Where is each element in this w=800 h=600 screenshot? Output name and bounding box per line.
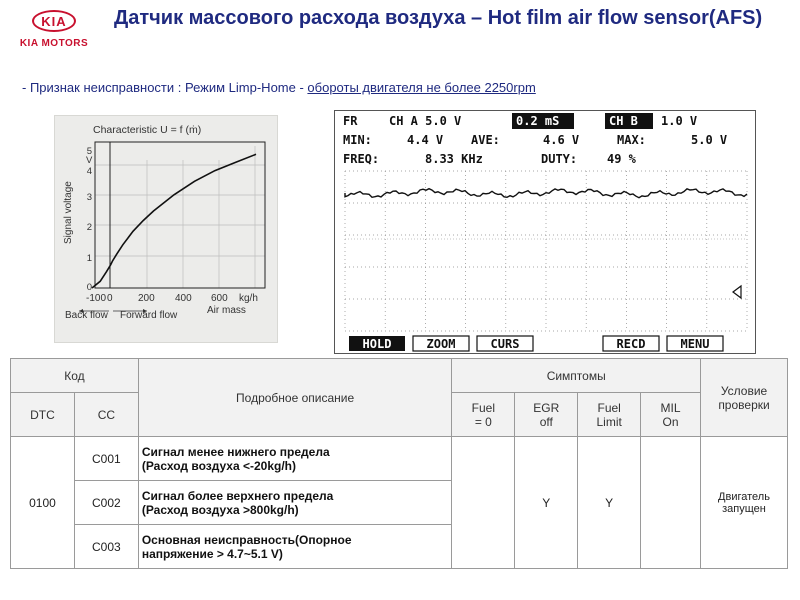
scope-duty-label: DUTY: <box>541 152 578 166</box>
cc-code-cell: C001 <box>74 437 138 481</box>
scope-ave-label: AVE: <box>471 133 500 147</box>
header-code: Код <box>11 359 139 393</box>
x-tick-label: kg/h <box>239 293 258 304</box>
forward-flow-label: Forward flow <box>120 310 178 321</box>
dtc-table <box>10 358 788 569</box>
scope-waveform <box>345 189 747 198</box>
table-header-row <box>11 359 788 393</box>
header-cc: CC <box>74 393 138 437</box>
scope-max-value: 5.0 V <box>691 133 728 147</box>
fault-symptom-prefix: - Признак неисправности : Режим Limp-Home - <box>22 80 308 95</box>
x-axis-label: Air mass <box>207 305 246 316</box>
curs-button-label: CURS <box>490 337 520 351</box>
header-fuel-limit: Fuel Limit <box>578 393 641 437</box>
recd-button[interactable] <box>603 336 659 351</box>
table-row <box>11 437 788 481</box>
scope-freq-label: FREQ: <box>343 152 380 166</box>
scope-duty-value: 49 % <box>607 152 636 166</box>
fault-symptom-line <box>22 80 536 95</box>
kia-logo-text: KIA <box>41 14 67 29</box>
scope-fr-label: FR <box>343 114 358 128</box>
cc-code-cell: C003 <box>74 525 138 569</box>
fuel-zero-cell <box>452 437 515 569</box>
y-tick-label: 0 <box>86 282 92 293</box>
mil-on-cell <box>641 437 701 569</box>
fault-symptom-rpm: обороты двигателя не более 2250rpm <box>307 80 536 95</box>
scope-svg <box>335 111 755 353</box>
header-fuel-zero: Fuel = 0 <box>452 393 515 437</box>
y-tick-label: 5 <box>86 146 92 157</box>
header-dtc: DTC <box>11 393 75 437</box>
menu-button-label: MENU <box>680 337 710 351</box>
scope-ch-b-label: CH B <box>609 114 638 128</box>
x-tick-label: 400 <box>175 293 192 304</box>
description-cell: Основная неисправность(Опорное напряжение > 4.7~5.1 V) <box>138 525 452 569</box>
header-egr-off: EGR off <box>515 393 578 437</box>
graph-title: Characteristic U = f (ṁ) <box>93 124 202 136</box>
y-tick-label: 4 <box>86 166 92 177</box>
scope-max-label: MAX: <box>617 133 646 147</box>
y-unit-label: V <box>86 155 93 166</box>
fuel-limit-cell: Y <box>578 437 641 569</box>
kia-motors-text: KIA MOTORS <box>19 38 89 49</box>
kia-logo <box>8 10 100 56</box>
afs-characteristic-graph <box>54 115 278 343</box>
ch-b-level-marker <box>733 286 741 298</box>
x-tick-label: 200 <box>138 293 155 304</box>
recd-button-label: RECD <box>616 337 646 351</box>
condition-cell: Двигатель запущен <box>701 437 788 569</box>
y-axis-label: Signal voltage <box>63 181 74 244</box>
x-tick-label: 600 <box>211 293 228 304</box>
menu-button[interactable] <box>667 336 723 351</box>
scope-ch-b-value: 1.0 V <box>661 114 698 128</box>
scope-freq-value: 8.33 KHz <box>425 152 483 166</box>
curs-button[interactable] <box>477 336 533 351</box>
zoom-button[interactable] <box>413 336 469 351</box>
x-tick-label: 0 <box>107 293 113 304</box>
afs-curve <box>92 154 256 288</box>
hold-button-label: HOLD <box>362 337 392 351</box>
dtc-code-cell: 0100 <box>11 437 75 569</box>
kia-logo-oval <box>32 10 76 32</box>
header-condition: Условие проверки <box>701 359 788 437</box>
scope-timebase-value: 0.2 mS <box>516 114 560 128</box>
page-title: Датчик массового расхода воздуха – Hot film air flow sensor(AFS) <box>114 7 763 29</box>
scope-min-value: 4.4 V <box>407 133 444 147</box>
scope-ch-a-value: CH A 5.0 V <box>389 114 462 128</box>
x-tick-label: -100 <box>86 293 107 304</box>
header-description: Подробное описание <box>138 359 452 437</box>
scope-ave-value: 4.6 V <box>543 133 580 147</box>
cc-code-cell: C002 <box>74 481 138 525</box>
y-tick-label: 3 <box>86 192 92 203</box>
y-tick-label: 1 <box>86 253 92 264</box>
description-cell: Сигнал менее нижнего предела (Расход воздуха <-20kg/h) <box>138 437 452 481</box>
hold-button[interactable] <box>349 336 405 351</box>
zoom-button-label: ZOOM <box>426 337 456 351</box>
characteristic-svg <box>55 116 277 342</box>
header-symptoms: Симптомы <box>452 359 701 393</box>
scope-softkeys <box>349 336 723 351</box>
y-tick-label: 2 <box>86 222 92 233</box>
header-mil-on: MIL On <box>641 393 701 437</box>
scope-min-label: MIN: <box>343 133 372 147</box>
egr-off-cell: Y <box>515 437 578 569</box>
oscilloscope-screen <box>334 110 756 354</box>
description-cell: Сигнал более верхнего предела (Расход воздуха >800kg/h) <box>138 481 452 525</box>
back-flow-label: Back flow <box>65 310 108 321</box>
